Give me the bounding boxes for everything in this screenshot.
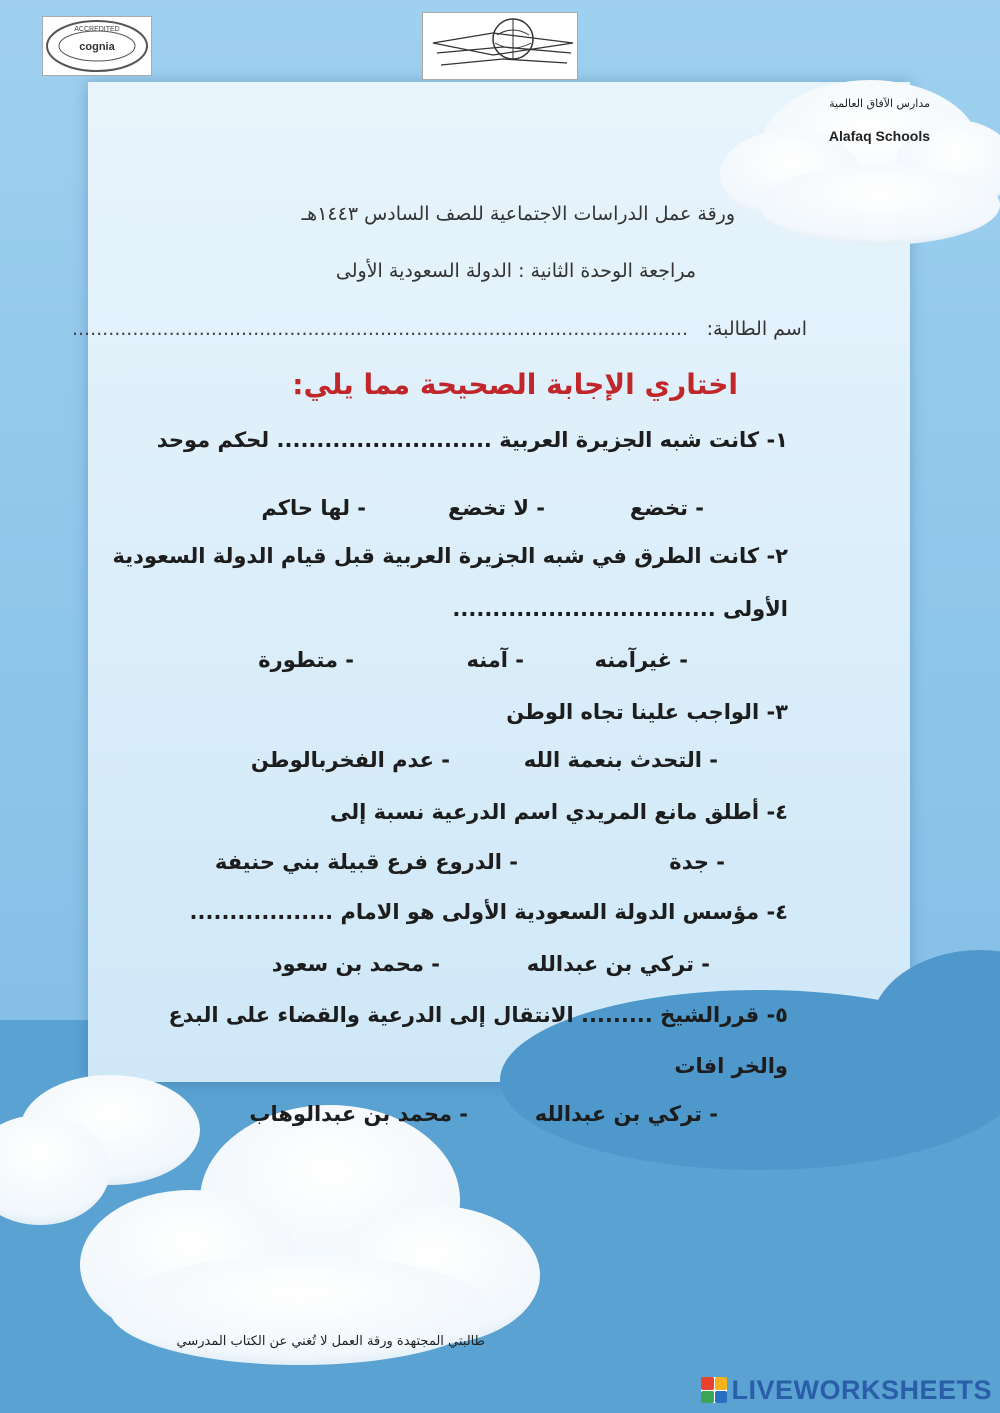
question-1: ١- كانت شبه الجزيرة العربية ........................... لحكم موحد xyxy=(156,428,788,452)
question-5: ٤- مؤسس الدولة السعودية الأولى هو الامام .................. xyxy=(189,900,788,924)
question-6: ٥- قررالشيخ ......... الانتقال إلى الدرعية والقضاء على البدع xyxy=(168,1003,788,1027)
question-3-option-2[interactable]: - عدم الفخربالوطن xyxy=(250,748,450,772)
globe-logo-icon xyxy=(423,13,577,79)
question-6-line-2: والخر افات xyxy=(674,1054,788,1078)
question-1-option-1[interactable]: - تخضع xyxy=(629,496,704,520)
question-5-option-2[interactable]: - محمد بن سعود xyxy=(271,952,440,976)
liveworksheets-wordmark: LIVEWORKSHEETS xyxy=(731,1374,992,1405)
svg-text:ACCREDITED: ACCREDITED xyxy=(74,26,120,33)
question-4: ٤- أطلق مانع المريدي اسم الدرعية نسبة إلى xyxy=(330,800,788,824)
question-2-line-2: الأولى ................................. xyxy=(452,597,788,621)
worksheet-title: ورقة عمل الدراسات الاجتماعية للصف السادس ١٤٤٣هـ xyxy=(301,203,735,225)
unit-title: مراجعة الوحدة الثانية : الدولة السعودية الأولى xyxy=(335,260,696,282)
liveworksheets-logo-icon xyxy=(701,1377,727,1403)
liveworksheets-brand[interactable] xyxy=(701,1373,992,1407)
student-name-field[interactable]: ...................................................................................................... xyxy=(71,318,688,340)
question-3-option-1[interactable]: - التحدث بنعمة الله xyxy=(523,748,718,772)
question-3: ٣- الواجب علينا تجاه الوطن xyxy=(506,700,788,724)
question-2-option-1[interactable]: - غيرآمنه xyxy=(594,648,688,672)
question-1-option-2[interactable]: - لا تخضع xyxy=(447,496,545,520)
svg-text:cognia: cognia xyxy=(79,41,115,53)
footer-note: طالبتي المجتهدة ورقة العمل لا تُغني عن الكتاب المدرسي xyxy=(176,1334,485,1349)
instruction: اختاري الإجابة الصحيحة مما يلي: xyxy=(292,368,738,401)
question-2-option-2[interactable]: - آمنه xyxy=(466,648,524,672)
question-1-option-3[interactable]: - لها حاكم xyxy=(261,496,366,520)
student-name-label: اسم الطالبة: xyxy=(706,318,807,340)
accreditation-logo xyxy=(42,16,152,76)
question-5-option-1[interactable]: - تركي بن عبدالله xyxy=(526,952,710,976)
question-4-option-1[interactable]: - جدة xyxy=(669,850,725,874)
school-name-arabic: مدارس الآفاق العالمية xyxy=(829,97,930,110)
question-2: ٢- كانت الطرق في شبه الجزيرة العربية قبل قيام الدولة السعودية xyxy=(112,544,788,568)
cognia-seal-icon xyxy=(43,17,151,75)
school-logo xyxy=(422,12,578,80)
school-name-english: Alafaq Schools xyxy=(828,128,930,144)
question-6-option-2[interactable]: - محمد بن عبدالوهاب xyxy=(249,1102,468,1126)
question-4-option-2[interactable]: - الدروع فرع قبيلة بني حنيفة xyxy=(214,850,518,874)
question-6-option-1[interactable]: - تركي بن عبدالله xyxy=(534,1102,718,1126)
question-2-option-3[interactable]: - متطورة xyxy=(258,648,354,672)
